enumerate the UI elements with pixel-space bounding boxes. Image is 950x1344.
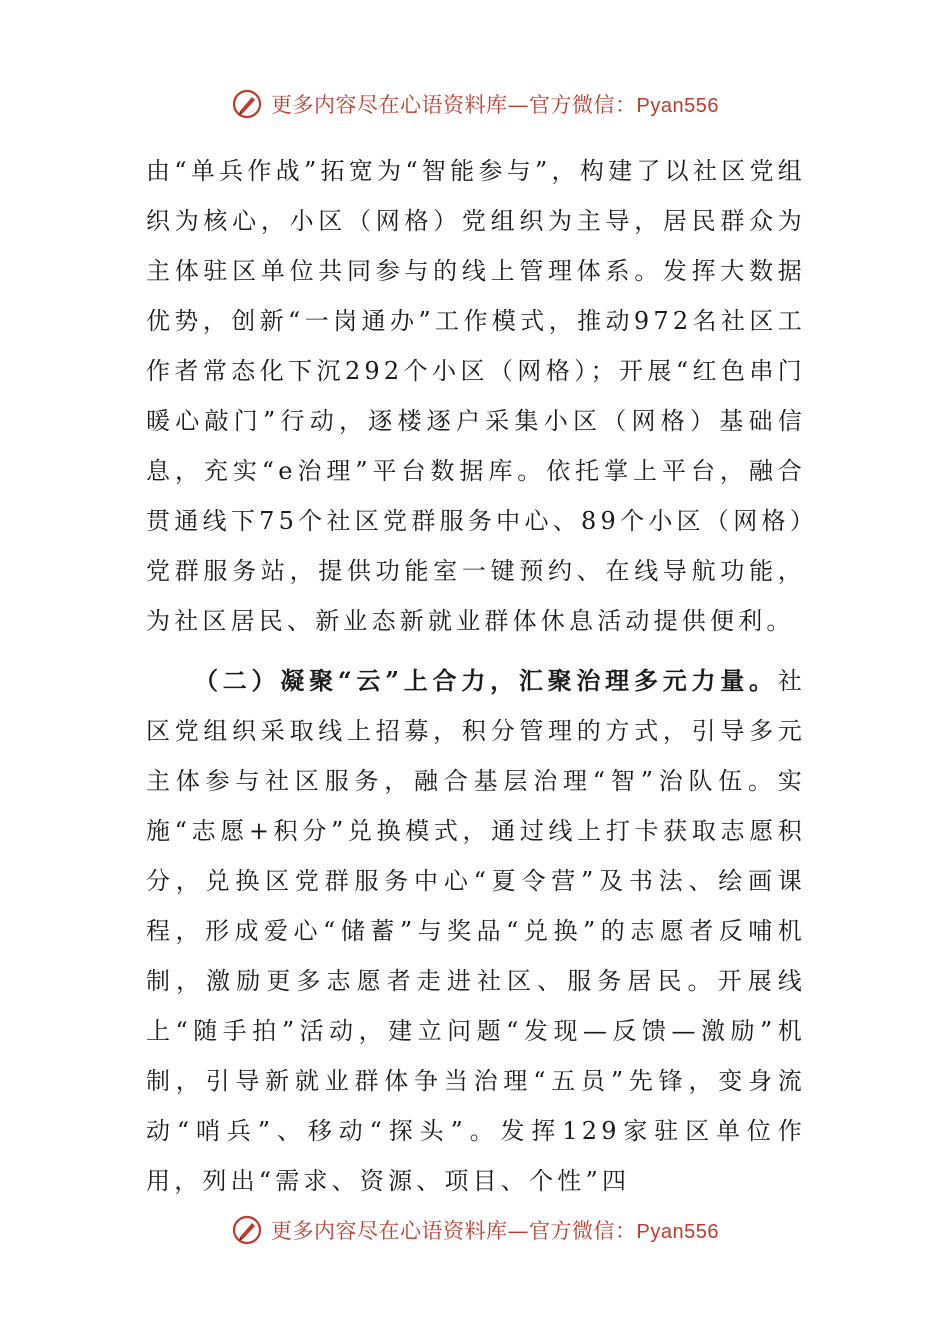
pen-circle-icon [231,88,263,120]
header-watermark [0,84,950,124]
watermark-label: 更多内容尽在心语资料库—官方微信： [271,93,637,117]
paragraph [146,656,806,1206]
wechat-id: Pyan556 [636,1221,719,1243]
watermark-text [271,89,719,119]
wechat-id: Pyan556 [636,95,719,117]
paragraph: 由“单兵作战”拓宽为“智能参与”，构建了以社区党组织为核心，小区（网格）党组织为主导，居民群众为主体驻区单位共同参与的线上管理体系。发挥大数据优势，创新“一岗通办”工作模式，推动972名社区工作者常态化下沉292个小区（网格）；开展“红色串门暖心敲门”行动，逐楼逐户采集小区（网格）基础信息，充实“e治理”平台数据库。依托掌上平台，融合贯通线下75个社区党群服务中心、89个小区（网格）党群服务站，提供功能室一键预约、在线导航功能，为社区居民、新业态新就业群体休息活动提供便利。 [146,157,806,635]
watermark-text [271,1215,719,1245]
footer-watermark [0,1210,950,1250]
section-heading: （二）凝聚“云”上合力，汇聚治理多元力量。 [194,666,778,695]
document-body [146,146,806,1206]
watermark-label: 更多内容尽在心语资料库—官方微信： [271,1219,637,1243]
pen-circle-icon [231,1214,263,1246]
paragraph-text: 社区党组织采取线上招募，积分管理的方式，引导多元主体参与社区服务，融合基层治理“智”治队伍。实施“志愿+积分”兑换模式，通过线上打卡获取志愿积分，兑换区党群服务中心“夏令营”及书法、绘画课程，形成爱心“储蓄”与奖品“兑换”的志愿者反哺机制，激励更多志愿者走进社区、服务居民。开展线上“随手拍”活动，建立问题“发现—反馈—激励”机制，引导新就业群体争当治理“五员”先锋，变身流动“哨兵”、移动“探头”。发挥129家驻区单位作用，列出“需求、资源、项目、个性”四 [146,667,806,1195]
